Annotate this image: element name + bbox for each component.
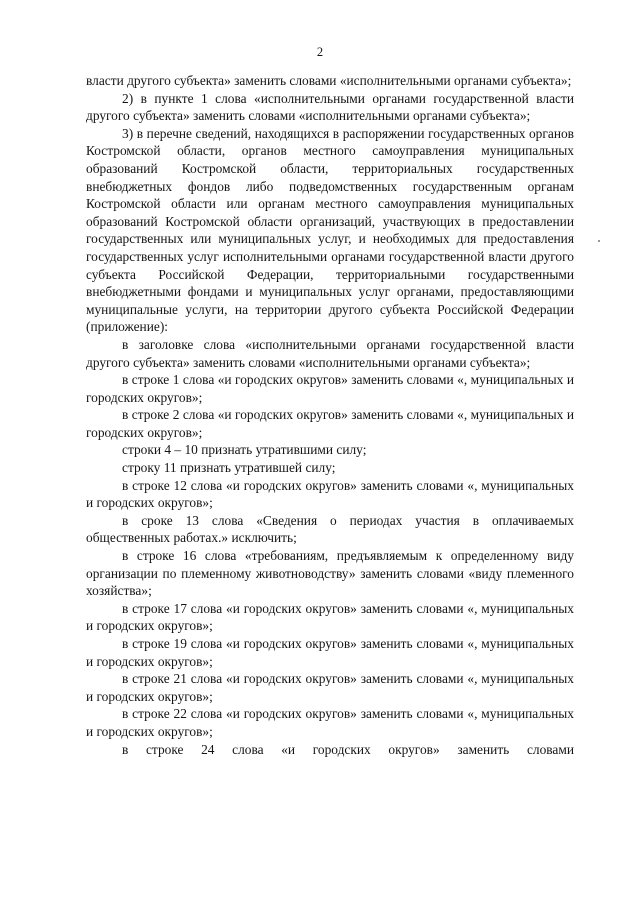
paragraph-row-12: в строке 12 слова «и городских округов» заменить словами «, муниципальных и городских округов»; [86, 477, 574, 511]
paragraph-item-2: 2) в пункте 1 слова «исполнительными органами государственной власти другого субъекта» заменить словами «исполнительными органами субъекта»; [86, 90, 574, 124]
paragraph-row-1: в строке 1 слова «и городских округов» заменить словами «, муниципальных и городских округов»; [86, 372, 574, 405]
paragraph-continuation: власти другого субъекта» заменить словами «исполнительными органами субъекта»; [86, 73, 572, 88]
paragraph-rows-4-10: строки 4 – 10 признать утратившими силу; [122, 442, 367, 458]
paragraph-row-21: в строке 21 слова «и городских округов» заменить словами «, муниципальных и городских округов»; [86, 671, 574, 704]
document-body [86, 72, 574, 758]
scan-speck [598, 240, 600, 242]
paragraph-row-11: строку 11 признать утратившей силу; [122, 460, 336, 476]
paragraph-row-24: в строке 24 слова «и городских округов» заменить словами [122, 741, 574, 757]
paragraph-row-16: в строке 16 слова «требованиям, предъявляемым к определенному виду организации по племенному животноводству» заменить словами «виду племенного хозяйства»; [86, 548, 574, 599]
page-number: 2 [316, 45, 324, 59]
paragraph-item-3: 3) в перечне сведений, находящихся в распоряжении государственных органов Костромской области, органов местного самоуправления муниципальных образований Костромской области, территориальных государственных внебюджетных фондов либо подведомственных государственным органам Костромской области или органам местного самоуправления муниципальных образований Костромской области организаций, участвующих в предоставлении государственных или муниципальных услуг, и необходимых для предоставления государственных услуг исполнительными органами государственной власти другого субъекта Российской Федерации, территориальными государственными внебюджетными фондами и муниципальных услуг органами, предоставляющими муниципальные услуги, на территории другого субъекта Российской Федерации (приложение): [86, 125, 574, 335]
paragraph-row-22: в строке 22 слова «и городских округов» заменить словами «, муниципальных и городских округов»; [86, 706, 574, 739]
paragraph-row-2: в строке 2 слова «и городских округов» заменить словами «, муниципальных и городских округов»; [86, 407, 574, 440]
paragraph-heading-change: в заголовке слова «исполнительными органами государственной власти другого субъекта» заменить словами «исполнительными органами субъекта»; [86, 336, 574, 370]
paragraph-row-17: в строке 17 слова «и городских округов» заменить словами «, муниципальных и городских округов»; [86, 600, 574, 634]
paragraph-row-19: в строке 19 слова «и городских округов» заменить словами «, муниципальных и городских округов»; [86, 636, 574, 669]
paragraph-row-13: в сроке 13 слова «Сведения о периодах участия в оплачиваемых общественных работах.» исключить; [86, 512, 574, 546]
